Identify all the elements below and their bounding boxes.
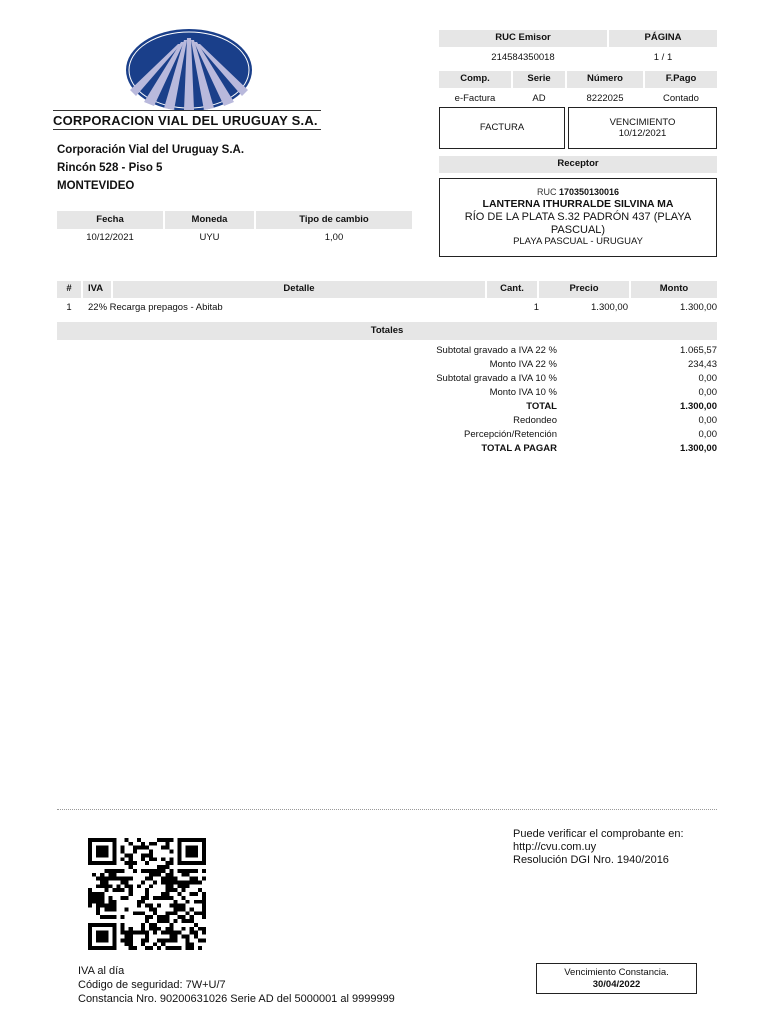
verify-line-3: Resolución DGI Nro. 1940/2016 bbox=[513, 854, 669, 866]
receptor-name: LANTERNA ITHURRALDE SILVINA MA bbox=[482, 198, 674, 210]
numero-label: Número bbox=[567, 71, 643, 88]
col-monto: Monto bbox=[631, 281, 717, 298]
totales-label-1: Monto IVA 22 % bbox=[489, 359, 557, 370]
verify-line-1: Puede verificar el comprobante en: bbox=[513, 828, 684, 840]
receptor-ruc: 170350130016 bbox=[558, 187, 620, 197]
fpago-value: Contado bbox=[663, 93, 699, 104]
fecha-value: 10/12/2021 bbox=[86, 232, 134, 243]
constancia-line: Constancia Nro. 90200631026 Serie AD del 5000001 al 9999999 bbox=[78, 993, 395, 1005]
col-detalle: Detalle bbox=[113, 281, 485, 298]
footer-divider bbox=[57, 809, 717, 810]
col-cant: Cant. bbox=[487, 281, 537, 298]
tipo-cambio-value: 1,00 bbox=[324, 232, 344, 243]
vencimiento-constancia-box bbox=[536, 963, 697, 994]
comp-value: e-Factura bbox=[454, 93, 496, 104]
row-cant: 1 bbox=[533, 302, 539, 313]
totales-value-4: 1.300,00 bbox=[680, 401, 717, 412]
issuer-address: Rincón 528 - Piso 5 bbox=[57, 162, 163, 174]
receptor-city: PLAYA PASCUAL - URUGUAY bbox=[513, 236, 643, 247]
verify-link[interactable]: http://cvu.com.uy bbox=[513, 841, 597, 853]
totales-label: Totales bbox=[57, 322, 717, 340]
col-iva: IVA bbox=[83, 281, 111, 298]
totales-label-6: Percepción/Retención bbox=[464, 429, 557, 440]
vencimiento-label: VENCIMIENTO bbox=[609, 117, 676, 128]
totales-value-0: 1.065,57 bbox=[680, 345, 717, 356]
col-precio: Precio bbox=[539, 281, 629, 298]
receptor-box bbox=[439, 178, 717, 257]
receptor-address-2: PASCUAL) bbox=[550, 224, 606, 236]
totales-value-1: 234,43 bbox=[687, 359, 717, 370]
pagina-label: PÁGINA bbox=[609, 30, 717, 47]
row-detalle: 22% Recarga prepagos - Abitab bbox=[88, 302, 223, 313]
row-precio: 1.300,00 bbox=[591, 302, 628, 313]
logo-text: CORPORACION VIAL DEL URUGUAY S.A. bbox=[53, 113, 318, 128]
pagina-value: 1 / 1 bbox=[653, 52, 673, 63]
moneda-label: Moneda bbox=[165, 211, 254, 229]
doc-type-box bbox=[439, 107, 565, 149]
col-num: # bbox=[57, 281, 81, 298]
comp-label: Comp. bbox=[439, 71, 511, 88]
totales-label-2: Subtotal gravado a IVA 10 % bbox=[436, 373, 557, 384]
totales-value-6: 0,00 bbox=[698, 429, 717, 440]
moneda-value: UYU bbox=[199, 232, 220, 243]
receptor-ruc-line bbox=[440, 186, 716, 198]
doc-type: FACTURA bbox=[479, 122, 525, 133]
iva-line: IVA al día bbox=[78, 965, 125, 977]
totales-label-4: TOTAL bbox=[526, 401, 557, 412]
receptor-address-1: RÍO DE LA PLATA S.32 PADRÓN 437 (PLAYA bbox=[464, 211, 692, 223]
numero-value: 8222025 bbox=[586, 93, 624, 104]
vencimiento-value: 10/12/2021 bbox=[618, 128, 667, 139]
totales-label-7: TOTAL A PAGAR bbox=[481, 443, 557, 454]
issuer-name: Corporación Vial del Uruguay S.A. bbox=[57, 144, 245, 156]
ruc-emisor-value: 214584350018 bbox=[491, 52, 555, 63]
totales-label-3: Monto IVA 10 % bbox=[489, 387, 557, 398]
issuer-city: MONTEVIDEO bbox=[57, 180, 135, 192]
fecha-label: Fecha bbox=[57, 211, 163, 229]
serie-value: AD bbox=[532, 93, 546, 104]
totales-value-3: 0,00 bbox=[698, 387, 717, 398]
totales-label-5: Redondeo bbox=[513, 415, 557, 426]
receptor-ruc-label: RUC bbox=[536, 187, 557, 197]
ruc-emisor-label: RUC Emisor bbox=[439, 30, 607, 47]
totales-value-7: 1.300,00 bbox=[680, 443, 717, 454]
totales-label-0: Subtotal gravado a IVA 22 % bbox=[436, 345, 557, 356]
fpago-label: F.Pago bbox=[645, 71, 717, 88]
totales-value-2: 0,00 bbox=[698, 373, 717, 384]
issuer-logo bbox=[124, 28, 254, 112]
qr-code bbox=[88, 838, 206, 950]
totales-value-5: 0,00 bbox=[698, 415, 717, 426]
receptor-label: Receptor bbox=[439, 156, 717, 173]
row-monto: 1.300,00 bbox=[680, 302, 717, 313]
tipo-cambio-label: Tipo de cambio bbox=[256, 211, 412, 229]
row-num: 1 bbox=[66, 302, 72, 313]
table-row bbox=[57, 300, 717, 317]
vencimiento-constancia-value: 30/04/2022 bbox=[592, 979, 641, 990]
vencimiento-box bbox=[568, 107, 717, 149]
vencimiento-constancia-label: Vencimiento Constancia. bbox=[564, 967, 669, 978]
serie-label: Serie bbox=[513, 71, 565, 88]
security-line: Código de seguridad: 7W+U/7 bbox=[78, 979, 226, 991]
